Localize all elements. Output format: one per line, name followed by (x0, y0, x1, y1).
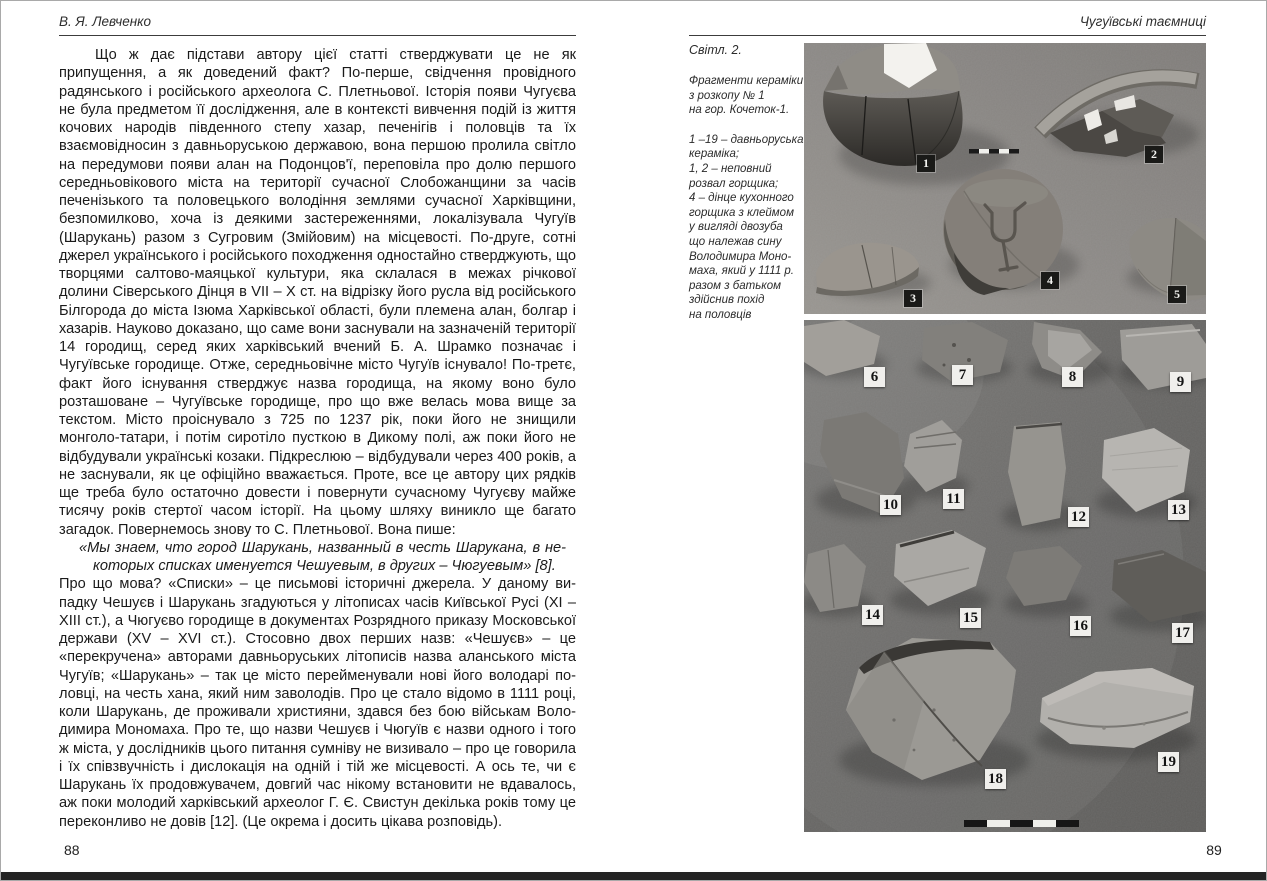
fragment-label: 2 (1145, 146, 1163, 163)
fragment-label: 14 (862, 605, 883, 625)
right-running-header: Чугуївські таємниці (689, 14, 1206, 36)
fragment-label: 15 (960, 608, 981, 628)
fragment-label: 13 (1168, 500, 1189, 520)
fragment-label: 17 (1172, 623, 1193, 643)
body-paragraph-1: Що ж дає підстави автору цієї статті стверджувати це не як припущення, а як доведений факт? По-перше, свідчення провідного радянського і російського археолога С. Плетньової. Історія появи Чугуєва не була предметом її дослідження, але в контексті вивчення подій із життя кочових народів південного степу хазар, печенігів і половців та їх взаємовідносин з давньоруською державою, вона першою пролила світло на передумови появи алан на Подонцов'ї, переповіла про долю першого середньовікового міста на території сучасної Слобожанщини за часів печенізького та половецького володіння землями сучасної Харківщини, безпомилково, хоча із деякими застереженнями, локалізувала Чугуїв (Шарукань) разом з Сугровим (Змійовим) на місцевості. По-друге, сотні джерел українського і російського походження одностайно стверджують, що творцями салтово-маяцької культури, яка склалася в межах річкової долини Сіверського Дінця в VII – X ст. на відрізку його русла від російського Білгорода до міста Ізюма Харківської області, були племена алан, болгар і хазарів. Науково доказано, що саме вони заснували на зазначеній території 14 городищ, серед яких харківський вчений Б. А. Шрамко позначає і Чугуївське городище. Отже, середньовічне місто Чугуїв існувало! По-третє, факт його існування стверджує назва городища, на якому воно було розташоване – Чугуївське городище, про що вже велась мова вище за текстом. Місто проіснувало з 725 по 1237 рік, поки його не знищили монголо-татари, і потім сиротіло пусткою в Дикому полі, аж поки його не відбудували українські козаки. Підкреслюю – відбудували через 400 років, а не заснували, як це офіційно вважається. Проте, все це автору цих рядків ще треба було остаточно довести і повернути сучасному Чугуєву майже тисячу років стертої часом історії. На цьому шляху виникло ще багато загадок. Повернемось знову то С. Плетньової. Вона пише: (59, 47, 576, 538)
fragment-label: 8 (1062, 367, 1083, 387)
fragment-label: 9 (1170, 372, 1191, 392)
fragment-label: 18 (985, 769, 1006, 789)
scan-edge-bar (1, 872, 1266, 880)
fragment-label: 5 (1168, 286, 1186, 303)
fragment-label: 12 (1068, 507, 1089, 527)
fragment-label: 11 (943, 489, 964, 509)
fragment-label: 4 (1041, 272, 1059, 289)
figure-caption (689, 43, 805, 338)
photo-bottom-sherds (804, 320, 1206, 832)
figure-caption-title: Світл. 2. (689, 43, 742, 57)
fragment-label: 7 (952, 365, 973, 385)
page-number-left: 88 (64, 842, 80, 858)
fragment-label: 6 (864, 367, 885, 387)
photo-top-ceramics (804, 43, 1206, 314)
figure-caption-legend: 1 –19 – давньоруська кераміка; 1, 2 – неповний розвал горщика; 4 – дінце кухонного горщика з клеймом у вигляді двозуба що належав сину Володимира Моно- маха, який у 1111 р. разом з батьком здійснив похід на половців (689, 133, 804, 321)
left-page-body (59, 46, 576, 831)
block-quote: «Мы знаем, что город Шарукань, названный в честь Шарукана, в некоторых списках именуется Чешуевым, в других – Чюгуевым» [8]. (79, 539, 566, 574)
fragment-label: 3 (904, 290, 922, 307)
left-running-header: В. Я. Левченко (59, 14, 576, 36)
fragment-label: 19 (1158, 752, 1179, 772)
body-paragraph-2: Про що мова? «Списки» – це письмові історичні джерела. У даному випадку Чешуєв і Шарукань згадуються у літописах часів Київської Русі (XI – XIII ст.), а Чюгуєво городище в документах Розрядного приказу Московської держави (XV – XVI ст.). Стосовно двох перших назв: «Чешуєв» – це «перекручена» авторами давньоруських літописів назва аланського міста Чугуїв; «Шарукань» – так це місто перейменували нові його володарі половці, на честь хана, який ним заволодів. Про це стало відомо в 1111 році, коли Шарукань, де проживали християни, здався без бою військам Володимира Мономаха. Про те, що назви Чешуєв і Чюгуїв є назви одного і того ж міста, у дослідників цього питання сумніву не визивало – про це говорила і їх співзвучність і дислокація на одній і тій же місцевості. А ось те, чи є Шарукань їх продовжувачем, довгий час нікому встановити не вдавалось, аж поки молодий харківський археолог Г. Є. Свистун декілька років тому це переконливо не довів [12]. (Це окрема і досить цікава розповідь). (59, 576, 576, 830)
fragment-label: 16 (1070, 616, 1091, 636)
scale-bar-top (969, 149, 1019, 154)
fragment-label: 10 (880, 495, 901, 515)
fragment-label: 1 (917, 155, 935, 172)
page-number-right: 89 (1206, 842, 1222, 858)
scale-bar-bottom (964, 820, 1079, 827)
photo-top-illustration (804, 43, 1206, 314)
figure-caption-subtitle: Фрагменти кераміки з розкопу № 1 на гор. Кочеток-1. (689, 75, 804, 117)
photo-bottom-illustration (804, 320, 1206, 832)
